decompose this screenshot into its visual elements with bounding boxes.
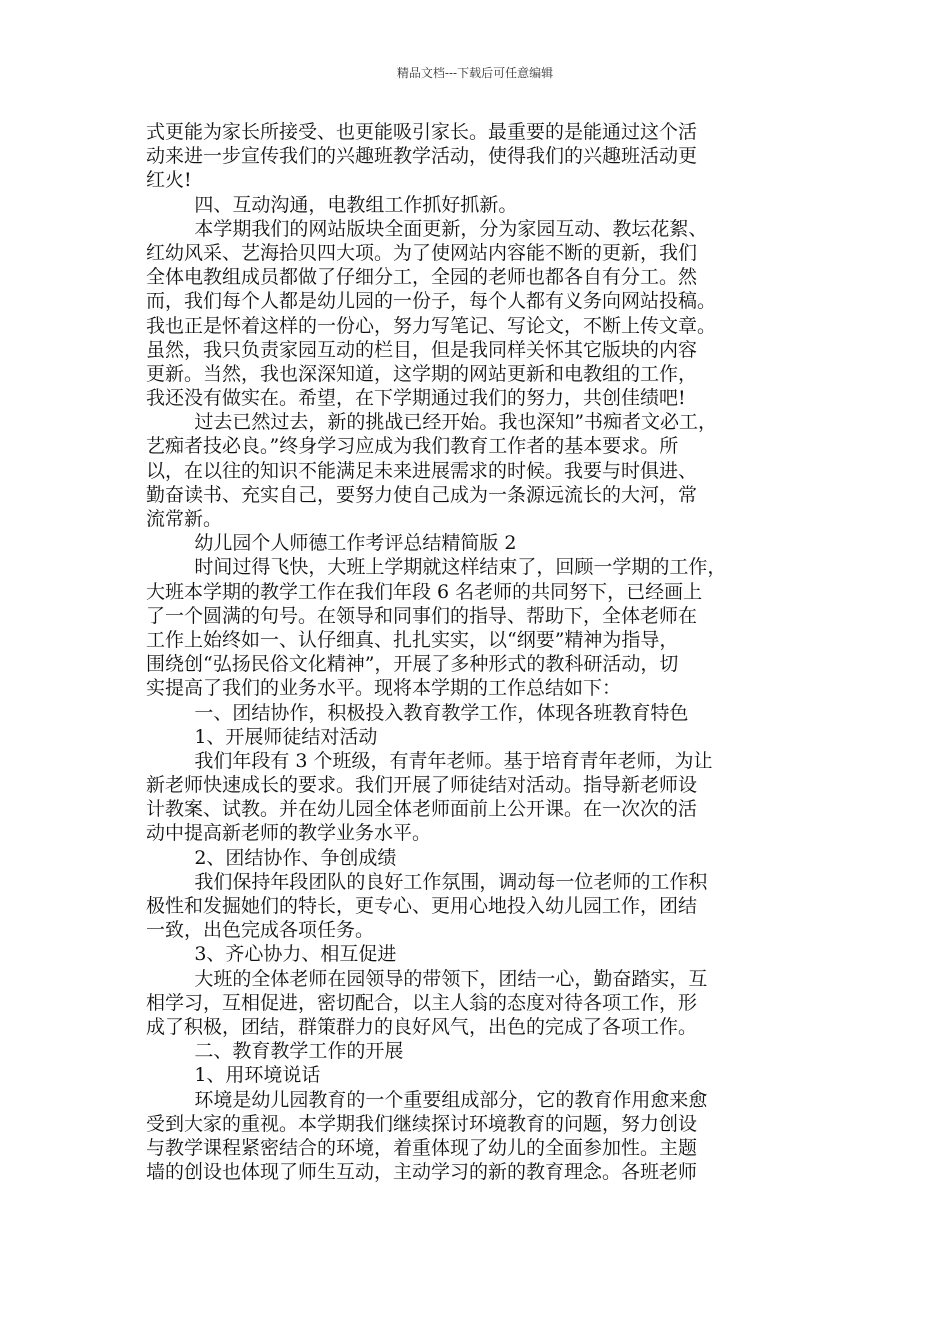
text-line: 幼儿园个人师德工作考评总结精简版 2 (146, 532, 517, 555)
text-line: 受到大家的重视。本学期我们继续探讨环境教育的问题，努力创设 (146, 1112, 698, 1135)
text-line: 式更能为家长所接受、也更能吸引家长。最重要的是能通过这个活 (146, 121, 698, 143)
document-body (146, 120, 806, 1184)
text-line: 成了积极，团结，群策群力的良好风气，出色的完成了各项工作。 (146, 1015, 698, 1038)
text-line: 我也正是怀着这样的一份心，努力写笔记、写论文，不断上传文章。 (146, 314, 717, 337)
text-line: 四、互动沟通，电教组工作抓好抓新。 (146, 193, 518, 216)
page-header: 精品文档---下载后可任意编辑 (396, 66, 554, 80)
text-line: 勤奋读书、充实自己，要努力使自己成为一条源远流长的大河，常 (146, 483, 698, 506)
text-line: 以，在以往的知识不能满足未来进展需求的时候。我要与时俱进、 (146, 459, 698, 482)
text-line: 计教案、试教。并在幼儿园全体老师面前上公开课。在一次次的活 (146, 798, 698, 821)
text-line: 实提高了我们的业务水平。现将本学期的工作总结如下： (146, 677, 622, 700)
text-line: 我还没有做实在。希望，在下学期通过我们的努力，共创佳绩吧! (146, 387, 686, 410)
text-line: 时间过得飞快，大班上学期就这样结束了，回顾一学期的工作， (146, 556, 727, 579)
text-line: 大班本学期的教学工作在我们年段 6 名老师的共同努下，已经画上 (146, 580, 703, 603)
text-line: 1、用环境说话 (146, 1064, 321, 1087)
text-line: 本学期我们的网站版块全面更新，分为家园互动、教坛花絮、 (146, 217, 708, 240)
text-line: 动中提高新老师的教学业务水平。 (146, 822, 432, 845)
text-line: 相学习，互相促进，密切配合，以主人翁的态度对待各项工作，形 (146, 991, 698, 1014)
text-line: 流常新。 (146, 508, 223, 530)
text-line: 工作上始终如一、认仔细真、扎扎实实，以“纲要”精神为指导， (146, 628, 679, 651)
text-line: 我们年段有 3 个班级，有青年老师。基于培育青年老师，为让 (146, 749, 713, 772)
text-line: 红火! (146, 169, 192, 192)
text-line: 极性和发掘她们的特长，更专心、更用心地投入幼儿园工作，团结 (146, 895, 698, 917)
text-line: 红幼风采、艺海拾贝四大项。为了使网站内容能不断的更新，我们 (146, 241, 698, 264)
text-line: 更新。当然，我也深深知道，这学期的网站更新和电教组的工作， (146, 362, 698, 385)
text-line: 我们保持年段团队的良好工作氛围，调动每一位老师的工作积 (146, 870, 708, 893)
text-line: 过去已然过去，新的挑战已经开始。我也深知”书痴者文必工， (146, 411, 718, 434)
text-line: 虽然，我只负责家园互动的栏目，但是我同样关怀其它版块的内容 (146, 338, 698, 361)
text-line: 环境是幼儿园教育的一个重要组成部分，它的教育作用愈来愈 (146, 1088, 708, 1111)
text-line: 动来进一步宣传我们的兴趣班教学活动，使得我们的兴趣班活动更 (146, 145, 698, 168)
text-line: 全体电教组成员都做了仔细分工，全园的老师也都各自有分工。然 (146, 266, 698, 289)
text-line: 一、团结协作，积极投入教育教学工作，体现各班教育特色 (146, 701, 689, 724)
text-line: 2、团结协作、争创成绩 (146, 846, 397, 869)
text-line: 大班的全体老师在园领导的带领下，团结一心，勤奋踏实，互 (146, 967, 708, 990)
text-line: 新老师快速成长的要求。我们开展了师徒结对活动。指导新老师设 (146, 774, 698, 797)
text-line: 而，我们每个人都是幼儿园的一份子，每个人都有义务向网站投稿。 (146, 290, 717, 313)
text-line: 1、开展师徒结对活动 (146, 725, 378, 748)
text-line: 艺痴者技必良。”终身学习应成为我们教育工作者的基本要求。所 (146, 435, 679, 458)
text-line: 与教学课程紧密结合的环境，着重体现了幼儿的全面参加性。主题 (146, 1136, 698, 1159)
text-line: 一致，出色完成各项任务。 (146, 919, 375, 942)
text-line: 3、齐心协力、相互促进 (146, 943, 397, 966)
text-line: 围绕创“弘扬民俗文化精神”，开展了多种形式的教科研活动，切 (146, 653, 679, 676)
text-line: 二、教育教学工作的开展 (146, 1040, 404, 1063)
text-line: 墙的创设也体现了师生互动，主动学习的新的教育理念。各班老师 (146, 1161, 698, 1184)
text-line: 了一个圆满的句号。在领导和同事们的指导、帮助下，全体老师在 (146, 604, 698, 627)
